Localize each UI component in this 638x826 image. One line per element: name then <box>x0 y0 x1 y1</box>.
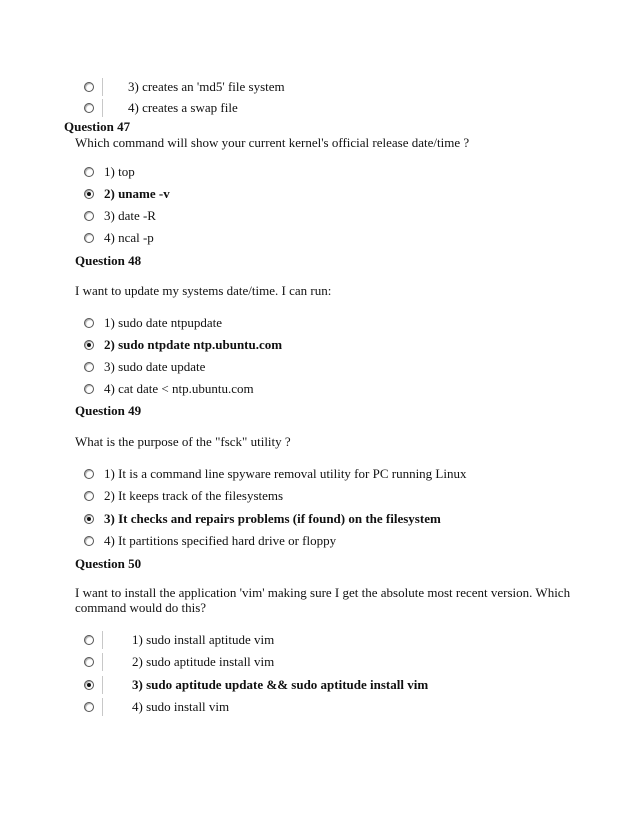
radio-button[interactable] <box>84 211 94 221</box>
option-label: 3) date -R <box>104 208 156 223</box>
separator <box>102 653 103 671</box>
q48-option-4[interactable] <box>80 380 480 398</box>
q49-option-1[interactable] <box>80 465 580 483</box>
q50-option-1[interactable] <box>80 631 540 649</box>
radio-button-selected[interactable] <box>84 514 94 524</box>
separator <box>102 78 103 96</box>
option-label: 3) sudo date update <box>104 359 206 374</box>
q49-option-3[interactable] <box>80 510 580 528</box>
q46-option-4[interactable] <box>80 99 500 117</box>
separator <box>102 99 103 117</box>
option-label: 1) It is a command line spyware removal utility for PC running Linux <box>104 466 467 481</box>
q49-option-4[interactable] <box>80 532 580 550</box>
q49-option-2[interactable] <box>80 487 580 505</box>
radio-button[interactable] <box>84 657 94 667</box>
option-label: 1) top <box>104 164 135 179</box>
radio-button[interactable] <box>84 469 94 479</box>
q47-option-3[interactable] <box>80 207 480 225</box>
option-label: 2) It keeps track of the filesystems <box>104 488 284 503</box>
separator <box>102 631 103 649</box>
q48-option-3[interactable] <box>80 358 480 376</box>
question-47-prompt: Which command will show your current kernel's official release date/time ? <box>75 135 470 150</box>
option-label: 3) creates an 'md5' file system <box>128 79 285 94</box>
q50-option-3[interactable] <box>80 676 540 694</box>
radio-button[interactable] <box>84 318 94 328</box>
radio-button-selected[interactable] <box>84 189 94 199</box>
radio-button-selected[interactable] <box>84 340 94 350</box>
question-47-heading: Question 47 <box>64 119 131 134</box>
q48-option-1[interactable] <box>80 314 480 332</box>
radio-button[interactable] <box>84 82 94 92</box>
option-label: 1) sudo install aptitude vim <box>132 632 275 647</box>
separator <box>102 698 103 716</box>
radio-button[interactable] <box>84 362 94 372</box>
question-49-prompt: What is the purpose of the "fsck" utility ? <box>75 434 291 449</box>
radio-button[interactable] <box>84 167 94 177</box>
option-label: 2) sudo ntpdate ntp.ubuntu.com <box>104 337 283 352</box>
q47-option-2[interactable] <box>80 185 480 203</box>
separator <box>102 676 103 694</box>
radio-button-selected[interactable] <box>84 680 94 690</box>
q48-option-2[interactable] <box>80 336 480 354</box>
radio-button[interactable] <box>84 103 94 113</box>
radio-button[interactable] <box>84 536 94 546</box>
option-label: 4) It partitions specified hard drive or floppy <box>104 533 337 548</box>
option-label: 2) uname -v <box>104 186 170 201</box>
question-50-prompt-line-1: I want to install the application 'vim' making sure I get the absolute most recent version. Which <box>75 585 571 600</box>
question-50-prompt-line-2: command would do this? <box>75 600 207 615</box>
question-48-prompt: I want to update my systems date/time. I can run: <box>75 283 332 298</box>
question-48-heading: Question 48 <box>75 253 142 268</box>
option-label: 4) sudo install vim <box>132 699 230 714</box>
option-label: 2) sudo aptitude install vim <box>132 654 275 669</box>
radio-button[interactable] <box>84 384 94 394</box>
option-label: 4) creates a swap file <box>128 100 238 115</box>
option-label: 3) It checks and repairs problems (if found) on the filesystem <box>104 511 441 526</box>
q47-option-4[interactable] <box>80 229 480 247</box>
question-50-heading: Question 50 <box>75 556 142 571</box>
q46-option-3[interactable] <box>80 78 500 96</box>
question-49-heading: Question 49 <box>75 403 142 418</box>
radio-button[interactable] <box>84 233 94 243</box>
radio-button[interactable] <box>84 702 94 712</box>
radio-button[interactable] <box>84 635 94 645</box>
q50-option-4[interactable] <box>80 698 540 716</box>
option-label: 1) sudo date ntpupdate <box>104 315 223 330</box>
option-label: 4) cat date < ntp.ubuntu.com <box>104 381 254 396</box>
radio-button[interactable] <box>84 491 94 501</box>
q47-option-1[interactable] <box>80 163 480 181</box>
option-label: 4) ncal -p <box>104 230 154 245</box>
option-label: 3) sudo aptitude update && sudo aptitude install vim <box>132 677 429 692</box>
q50-option-2[interactable] <box>80 653 540 671</box>
